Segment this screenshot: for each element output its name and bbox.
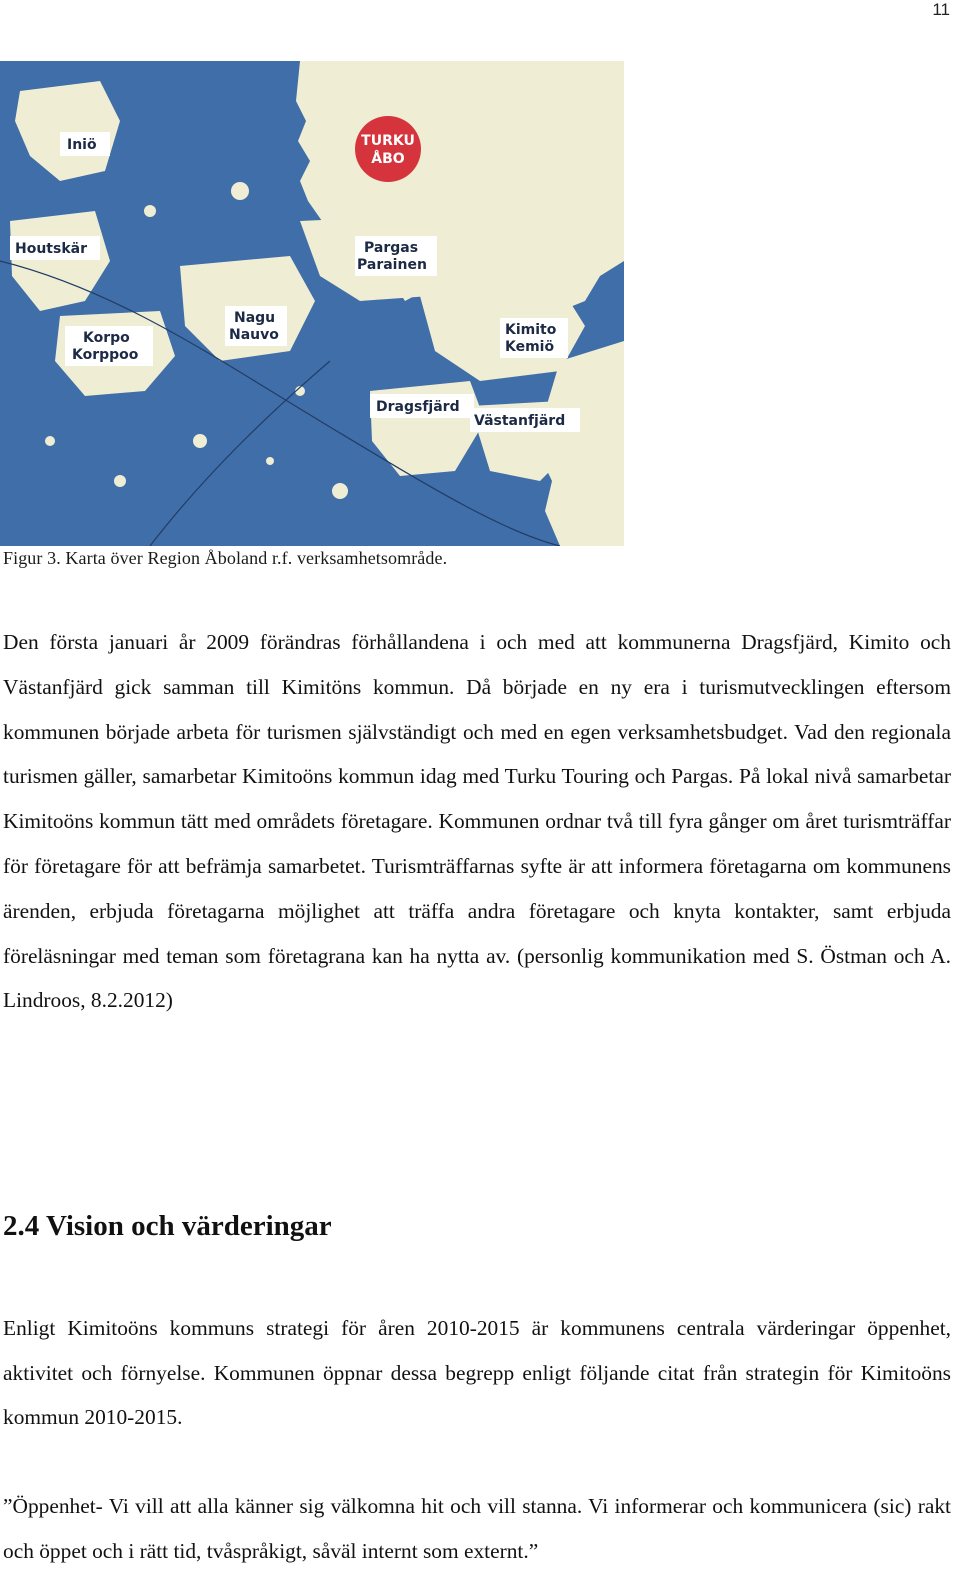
map-label-dragsfjard: Dragsfjärd: [376, 399, 460, 415]
map-label-vastanfjard: Västanfjärd: [474, 413, 566, 429]
map-islet: [45, 436, 55, 446]
body-paragraph-1: Den första januari år 2009 förändras förhållandena i och med att kommunerna Dragsfjärd, Kimito och Västanfjärd gick samman till Kimitöns kommun. Då började en ny era i turismutvecklingen eftersom kommunen började arbeta för turismen självständigt och med en egen verksamhetsbudget. Vad den regionala turismen gäller, samarbetar Kimitoöns kommun idag med Turku Touring och Pargas. På lokal nivå samarbetar Kimitoöns kommun tätt med områdets företagare. Kommunen ordnar två till fyra gånger om året turismträffar för företagare för att befrämja samarbetet. Turismträffarnas syfte är att informera företagarna om kommunens ärenden, erbjuda företagarna möjlighet att träffa andra företagare och knyta kontakter, samt erbjuda föreläsningar med teman som företagrana kan ha nytta av. (personlig kommunikation med S. Östman och A. Lindroos, 8.2.2012): [3, 630, 951, 1013]
map-label-pargas-sv: Pargas: [364, 240, 419, 256]
map-label-houtskar: Houtskär: [15, 241, 87, 257]
map-label-nauvo-fi: Nauvo: [229, 327, 279, 343]
map-islet: [332, 483, 348, 499]
map-label-pargas-fi: Parainen: [357, 257, 427, 273]
section-heading: 2.4 Vision och värderingar: [3, 1210, 332, 1242]
map-label-kimito-sv: Kimito: [505, 322, 557, 338]
map-label-inio: Iniö: [67, 137, 97, 153]
map-label-korppoo-fi: Korppoo: [72, 347, 139, 363]
map-islet: [144, 205, 156, 217]
turku-city-marker: [355, 116, 421, 182]
region-map: [0, 61, 624, 546]
map-islet: [193, 434, 207, 448]
map-islet: [231, 182, 249, 200]
map-islet: [266, 457, 274, 465]
map-islet: [114, 475, 126, 487]
map-label-turku-fi: TURKU: [361, 133, 415, 149]
figure-caption: Figur 3. Karta över Region Åboland r.f. verksamhetsområde.: [3, 548, 448, 568]
map-label-kemio-fi: Kemiö: [505, 339, 555, 355]
page-number: 11: [932, 0, 950, 19]
body-paragraph-2: Enligt Kimitoöns kommuns strategi för åren 2010-2015 är kommunens centrala värderingar öppenhet, aktivitet och förnyelse. Kommunen öppnar dessa begrepp enligt följande citat från strategin för Kimitoöns kommun 2010-2015.: [3, 1316, 951, 1429]
map-label-turku-sv: ÅBO: [371, 151, 405, 167]
map-label-korpo-sv: Korpo: [83, 330, 130, 346]
quote-paragraph: ”Öppenhet- Vi vill att alla känner sig välkomna hit och vill stanna. Vi informerar och kommunicera (sic) rakt och öppet och i rätt tid, tvåspråkigt, såväl internt som externt.”: [3, 1494, 951, 1563]
map-image: [0, 61, 624, 546]
map-label-nagu-sv: Nagu: [234, 310, 276, 326]
